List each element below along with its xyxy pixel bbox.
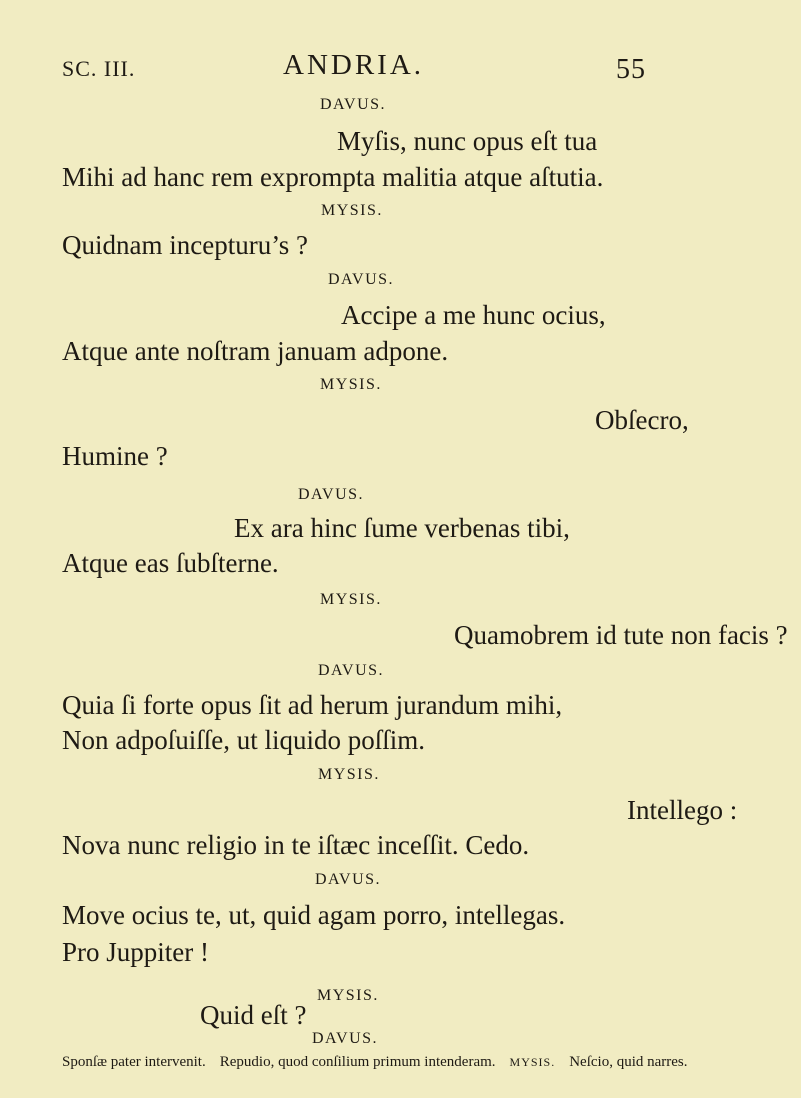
speaker-label: DAVUS.	[298, 486, 365, 503]
page-number: 55	[616, 54, 646, 85]
verse-line: Quidnam incepturu’s ?	[62, 230, 308, 260]
verse-line: Nova nunc religio in te iſtæc inceſſit. Cedo.	[62, 830, 530, 860]
verse-line: Sponſæ pater intervenit.	[62, 1054, 206, 1070]
speaker-label: MYSIS.	[318, 766, 380, 783]
verse-line: Humine ?	[62, 441, 168, 471]
speaker-label: DAVUS.	[318, 662, 385, 679]
verse-line: Neſcio, quid narres.	[569, 1054, 688, 1070]
verse-line: Atque eas ſubſterne.	[62, 548, 279, 578]
verse-line: Obſecro,	[595, 405, 689, 435]
verse-line: Atque ante noſtram januam adpone.	[62, 336, 449, 366]
verse-line: Intellego :	[627, 795, 738, 825]
speaker-label: MYSIS.	[321, 202, 383, 219]
verse-line: Ex ara hinc ſume verbenas tibi,	[234, 513, 570, 543]
speaker-label: MYSIS.	[320, 591, 382, 608]
verse-line: Non adpoſuiſſe, ut liquido poſſim.	[62, 725, 425, 755]
running-title: ANDRIA.	[283, 49, 425, 81]
verse-line: Quia ſi forte opus ſit ad herum jurandum mihi,	[62, 690, 563, 720]
speaker-label: MYSIS.	[320, 376, 382, 393]
scene-heading: SC. III.	[62, 56, 136, 81]
speaker-label: DAVUS.	[312, 1030, 379, 1047]
verse-line: Repudio, quod conſilium primum intenderam.	[219, 1054, 496, 1070]
speaker-label: DAVUS.	[320, 96, 387, 113]
speaker-label: DAVUS.	[328, 271, 395, 288]
verse-line: Quamobrem id tute non facis ?	[454, 620, 788, 650]
speaker-label: MYSIS.	[509, 1055, 556, 1069]
speaker-label: MYSIS.	[317, 987, 379, 1004]
speaker-label: DAVUS.	[315, 871, 382, 888]
verse-line: Accipe a me hunc ocius,	[341, 300, 606, 330]
verse-line: Quid eſt ?	[200, 1000, 307, 1030]
verse-line: Mihi ad hanc rem exprompta malitia atque aſtutia.	[62, 162, 604, 192]
verse-line: Move ocius te, ut, quid agam porro, intellegas.	[62, 900, 566, 930]
continuation-lines	[62, 1052, 752, 1072]
verse-line: Myſis, nunc opus eſt tua	[337, 126, 598, 156]
verse-line: Pro Juppiter !	[62, 937, 209, 967]
